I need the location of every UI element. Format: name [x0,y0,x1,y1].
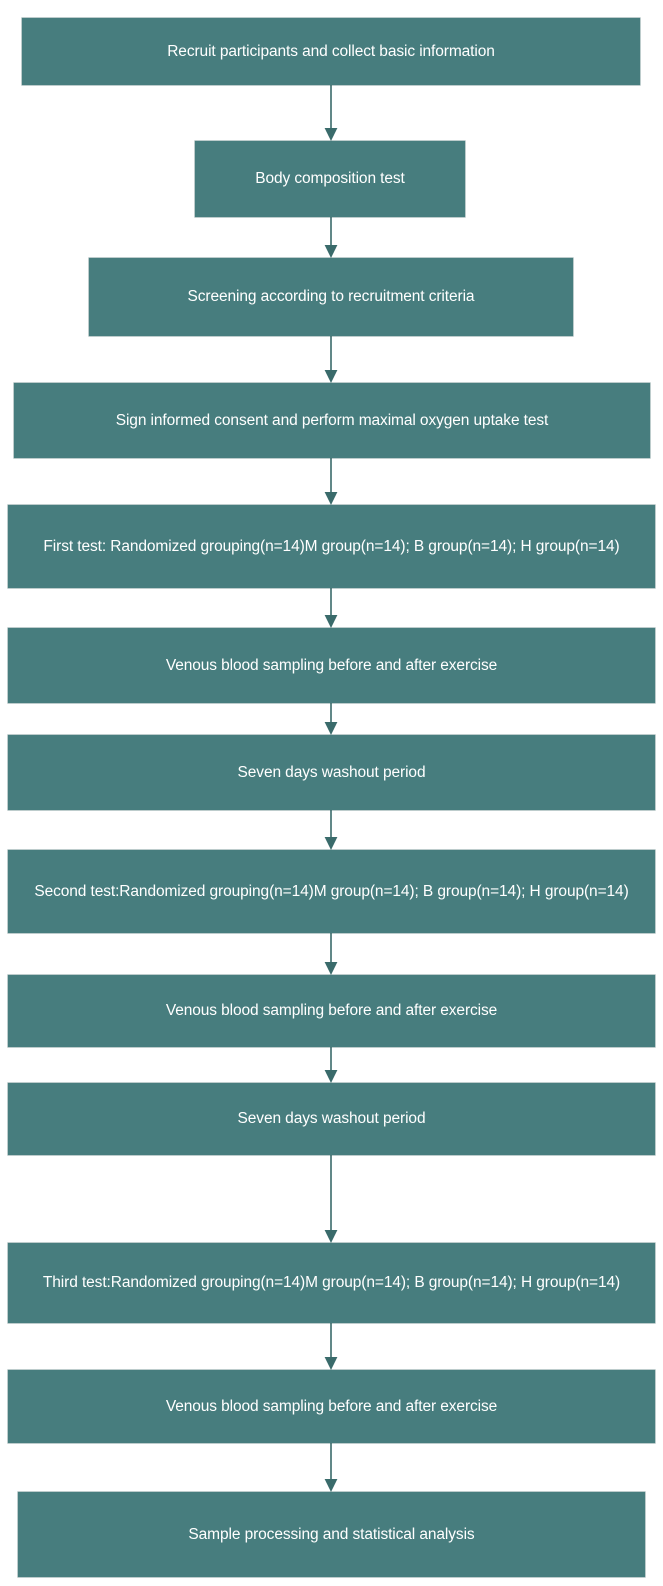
flow-node-label: Second test:Randomized grouping(n=14)M group(n=14); B group(n=14); H group(n=14) [34,882,629,900]
flow-node-label: Venous blood sampling before and after exercise [165,1397,498,1415]
flow-node-blood-sampling-3 [8,1370,655,1443]
flow-arrow-down-icon [322,1323,340,1370]
flow-node-third-test [8,1243,655,1323]
flow-node-screening [89,258,573,336]
flow-node-label: Venous blood sampling before and after exercise [165,656,498,674]
flow-node-label: Body composition test [255,170,405,187]
flow-node-blood-sampling-1 [8,628,655,703]
flow-arrow-down-icon [322,217,340,258]
flow-arrow-down-icon [322,703,340,735]
flow-node-analysis [18,1492,645,1577]
flow-node-label: Seven days washout period [237,763,426,781]
flow-node-first-test [8,505,655,588]
flow-node-label: Sign informed consent and perform maximal oxygen uptake test [115,411,549,429]
flow-node-blood-sampling-2 [8,975,655,1047]
flow-arrow-down-icon [322,933,340,975]
flow-node-label: Sample processing and statistical analysis [188,1525,475,1543]
flow-node-consent-vo2max [14,383,650,458]
flow-node-washout-2 [8,1083,655,1155]
flow-arrow-down-icon [322,336,340,383]
flow-node-label: Screening according to recruitment criteria [187,288,475,305]
flow-node-washout-1 [8,735,655,810]
flow-node-body-composition [195,141,465,217]
flow-node-second-test [8,850,655,933]
flow-node-label: Seven days washout period [237,1110,426,1127]
flow-node-label: Third test:Randomized grouping(n=14)M group(n=14); B group(n=14); H group(n=14) [42,1274,621,1291]
flow-node-recruit [22,18,640,85]
flow-arrow-down-icon [322,1443,340,1492]
flow-arrow-down-icon [322,588,340,628]
flow-arrow-down-icon [322,458,340,505]
flow-arrow-down-icon [322,1047,340,1083]
flow-arrow-down-icon [322,810,340,850]
flow-arrow-down-icon [322,85,340,141]
flow-node-label: Venous blood sampling before and after exercise [165,1002,498,1019]
flow-node-label: Recruit participants and collect basic information [167,42,495,60]
flow-arrow-down-icon [322,1155,340,1243]
flow-node-label: First test: Randomized grouping(n=14)M group(n=14); B group(n=14); H group(n=14) [43,537,620,555]
